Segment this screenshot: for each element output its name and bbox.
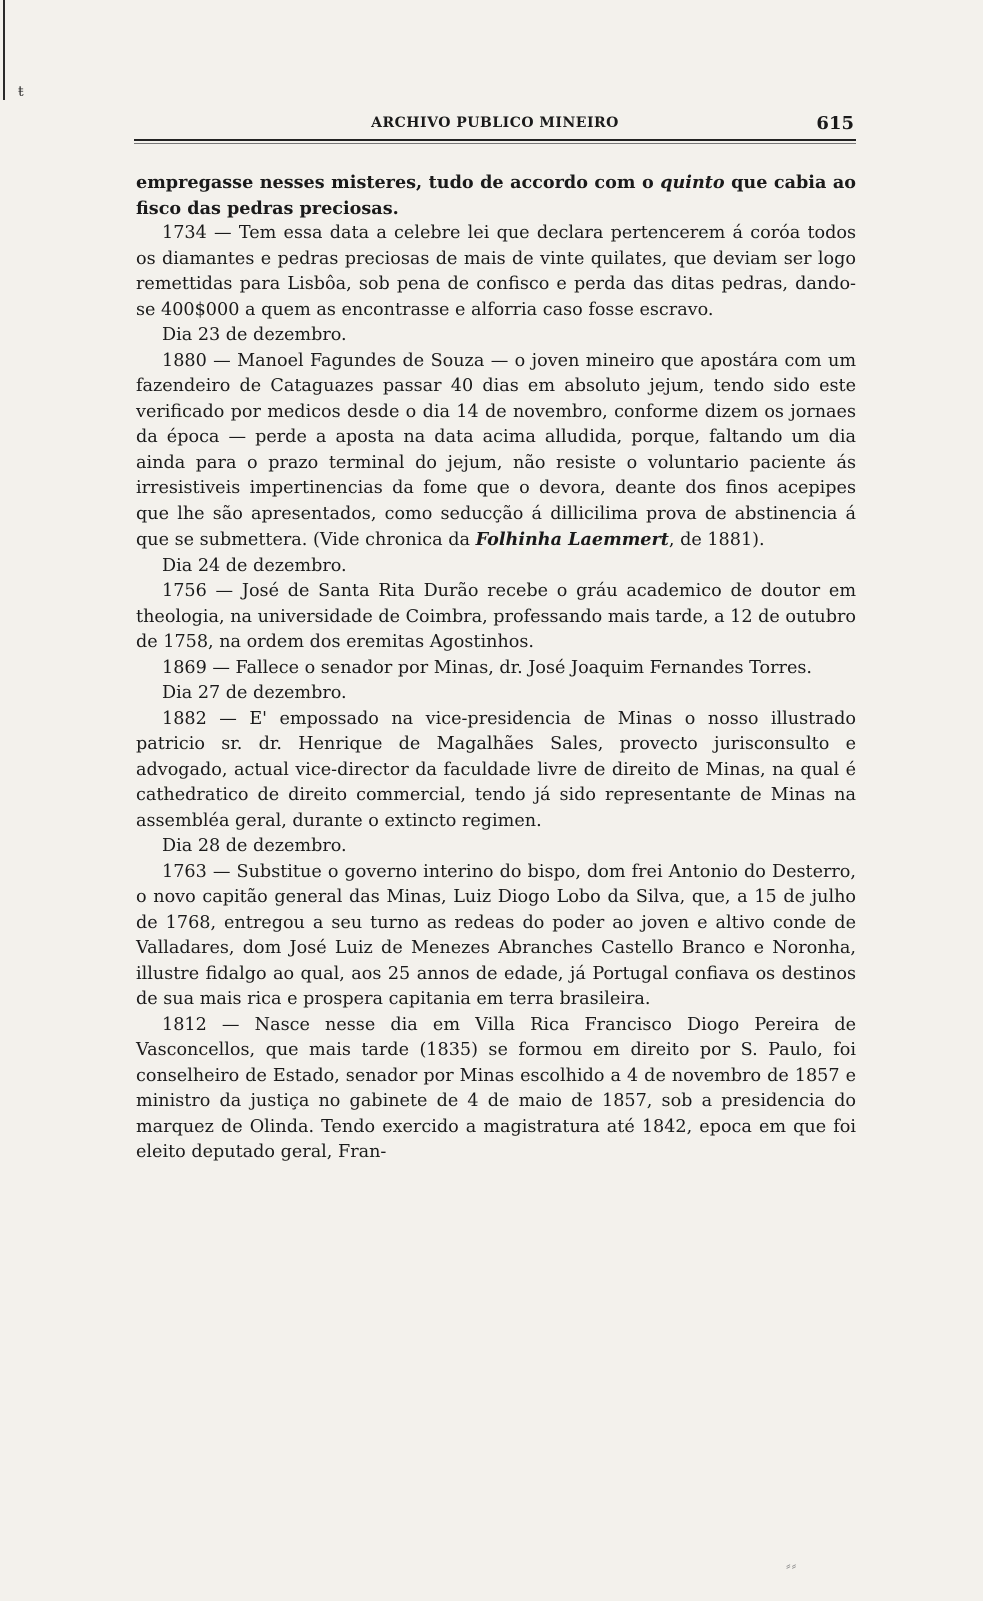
header-rule bbox=[134, 139, 856, 141]
text-run: Dia 24 de dezembro. bbox=[162, 555, 347, 576]
text-run: 1734 — Tem essa data a celebre lei que declara pertencerem á coróa todos os diamantes e pedras preciosas de mais de vinte quilates, que deviam ser logo remettidas para Lisbôa, sob pena de confisco e perda das ditas pedras, dando-se 400$000 a quem as encontrasse e alforria caso fosse escravo. bbox=[136, 223, 856, 320]
chronicle-entry bbox=[136, 656, 856, 682]
italic-title: quinto bbox=[660, 172, 725, 193]
page-number: 615 bbox=[816, 113, 854, 134]
text-run: 1812 — Nasce nesse dia em Villa Rica Francisco Diogo Pereira de Vasconcellos, que mais tarde (1835) se formou em direito por S. Paulo, foi conselheiro de Estado, senador por Minas escolhido a 4 de novembro de 1857 e ministro da justiça no gabinete de 4 de maio de 1857, sob a presidencia do marquez de Olinda. Tendo exercido a magistratura até 1842, epoca em que foi eleito deputado geral, Fran- bbox=[136, 1014, 856, 1162]
date-heading bbox=[136, 323, 856, 349]
continued-paragraph bbox=[136, 170, 856, 221]
date-heading bbox=[136, 681, 856, 707]
chronicle-entry bbox=[136, 579, 856, 656]
date-heading bbox=[136, 834, 856, 860]
page-header bbox=[136, 113, 854, 137]
text-run: 1756 — José de Santa Rita Durão recebe o gráu academico de doutor em theologia, na universidade de Coimbra, professando mais tarde, a 12 de outubro de 1758, na ordem dos eremitas Agostinhos. bbox=[136, 581, 856, 652]
library-stamp: ⸗⸗ bbox=[786, 1558, 798, 1574]
text-run: empregasse nesses misteres, tudo de accordo com o bbox=[136, 172, 661, 193]
chronicle-entry bbox=[136, 707, 856, 835]
margin-mark: ŧ bbox=[18, 84, 24, 100]
running-title: ARCHIVO PUBLICO MINEIRO bbox=[371, 115, 619, 131]
text-run: 1869 — Fallece o senador por Minas, dr. José Joaquim Fernandes Torres. bbox=[162, 657, 812, 678]
text-run: 1882 — E' empossado na vice-presidencia de Minas o nosso illustrado patricio sr. dr. Henrique de Magalhães Sales, provecto jurisconsulto e advogado, actual vice-director da faculdade livre de direito de Minas, na qual é cathedratico de direito commercial, tendo já sido representante de Minas na assembléa geral, durante o extincto regimen. bbox=[136, 708, 856, 831]
text-run: , de 1881). bbox=[668, 530, 765, 550]
body-text bbox=[136, 170, 856, 1166]
text-run: Dia 23 de dezembro. bbox=[162, 325, 347, 345]
date-heading bbox=[136, 554, 856, 580]
chronicle-entry bbox=[136, 349, 856, 554]
text-run: Dia 27 de dezembro. bbox=[162, 683, 347, 703]
chronicle-entry bbox=[136, 860, 856, 1013]
header-rule-thin bbox=[134, 143, 856, 144]
chronicle-entry bbox=[136, 221, 856, 323]
chronicle-entry bbox=[136, 1013, 856, 1166]
text-run: 1880 — Manoel Fagundes de Souza — o joven mineiro que apostára com um fazendeiro de Cataguazes passar 40 dias em absoluto jejum, tendo sido este verificado por medicos desde o dia 14 de novembro, conforme dizem os jornaes da época — perde a aposta na data acima alludida, porque, faltando um dia ainda para o prazo terminal do jejum, não resiste o voluntario paciente ás irresistiveis impertinencias da fome que o devora, deante dos finos acepipes que lhe são apresentados, como seducção á dillicilima prova de abstinencia á que se submettera. (Vide chronica da bbox=[136, 350, 856, 550]
text-run: 1763 — Substitue o governo interino do bispo, dom frei Antonio do Desterro, o novo capitão general das Minas, Luiz Diogo Lobo da Silva, que, a 15 de julho de 1768, entregou a seu turno as redeas do poder ao joven e altivo conde de Valladares, dom José Luiz de Menezes Abranches Castello Branco e Noronha, illustre fidalgo ao qual, aos 25 annos de edade, já Portugal confiava os destinos de sua mais rica e prospera capitania em terra brasileira. bbox=[136, 861, 856, 1009]
text-run: Dia 28 de dezembro. bbox=[162, 836, 347, 856]
text-run: que cabia ao fisco das pedras preciosas. bbox=[136, 172, 856, 219]
page-edge-line bbox=[3, 0, 5, 100]
italic-title: Folhinha Laemmert bbox=[475, 529, 669, 550]
